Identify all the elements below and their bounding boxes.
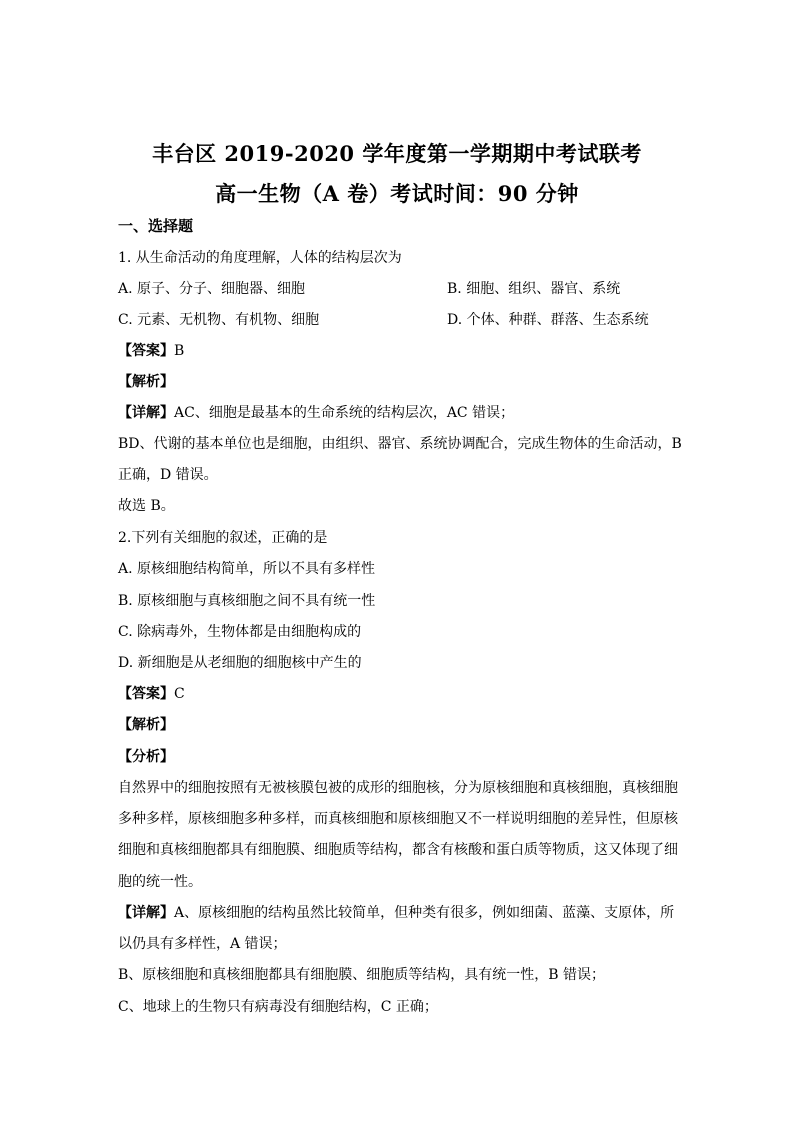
q2-fenxi-2: 多种多样，原核细胞多种多样，而真核细胞和原核细胞又不一样说明细胞的差异性，但原核: [118, 811, 678, 827]
q2-answer-value: C: [174, 686, 185, 702]
q2-answer: [118, 684, 185, 704]
q2-stem: 2.下列有关细胞的叙述，正确的是: [118, 530, 328, 546]
q1-option-a: A. 原子、分子、细胞器、细胞: [118, 281, 306, 297]
q2-detail-label: 【详解】: [118, 905, 174, 921]
title-line-1: 丰台区 2019-2020 学年度第一学期期中考试联考: [152, 141, 642, 166]
q1-analysis-label: 【解析】: [118, 374, 174, 390]
q2-fenxi-label: 【分析】: [118, 749, 174, 765]
q1-detail-text-1: AC、细胞是最基本的生命系统的结构层次，AC 错误；: [174, 405, 515, 421]
q2-detail-text-1: A、原核细胞的结构虽然比较简单，但种类有很多，例如细菌、蓝藻、支原体，所: [174, 905, 675, 921]
q2-option-a: A. 原核细胞结构简单，所以不具有多样性: [118, 561, 376, 577]
q1-answer-value: B: [174, 343, 185, 359]
q2-detail-2: 以仍具有多样性，A 错误；: [118, 936, 287, 952]
q2-option-b: B. 原核细胞与真核细胞之间不具有统一性: [118, 593, 376, 609]
q2-fenxi-1: 自然界中的细胞按照有无被核膜包被的成形的细胞核，分为原核细胞和真核细胞，真核细胞: [118, 780, 678, 796]
q2-detail-1: [118, 903, 674, 923]
q2-answer-label: 【答案】: [118, 686, 174, 702]
q1-detail-1: [118, 403, 514, 423]
q2-detail-4: C、地球上的生物只有病毒没有细胞结构，C 正确；: [118, 999, 438, 1015]
q1-answer: [118, 341, 184, 361]
section-heading: 一、选择题: [118, 217, 194, 235]
q1-detail-2: BD、代谢的基本单位也是细胞，由组织、器官、系统协调配合，完成生物体的生命活动，B: [118, 436, 682, 452]
q1-answer-label: 【答案】: [118, 343, 174, 359]
q1-stem: 1. 从生命活动的角度理解，人体的结构层次为: [118, 250, 402, 266]
q2-fenxi-3: 细胞和真核细胞都具有细胞膜、细胞质等结构，都含有核酸和蛋白质等物质，这又体现了细: [118, 842, 678, 858]
q1-option-b: B. 细胞、组织、器官、系统: [447, 281, 621, 297]
q1-detail-3: 正确，D 错误。: [118, 467, 218, 483]
q1-detail-label: 【详解】: [118, 405, 174, 421]
q2-option-c: C. 除病毒外，生物体都是由细胞构成的: [118, 624, 362, 640]
q2-fenxi-4: 胞的统一性。: [118, 874, 202, 890]
q2-analysis-label: 【解析】: [118, 717, 174, 733]
q2-detail-3: B、原核细胞和真核细胞都具有细胞膜、细胞质等结构，具有统一性，B 错误；: [118, 967, 606, 983]
q1-option-c: C. 元素、无机物、有机物、细胞: [118, 312, 320, 328]
title-line-2: 高一生物（A 卷）考试时间：90 分钟: [215, 181, 579, 206]
q1-option-d: D. 个体、种群、群落、生态系统: [447, 312, 649, 328]
q1-conclusion: 故选 B。: [118, 498, 175, 514]
q2-option-d: D. 新细胞是从老细胞的细胞核中产生的: [118, 655, 362, 671]
